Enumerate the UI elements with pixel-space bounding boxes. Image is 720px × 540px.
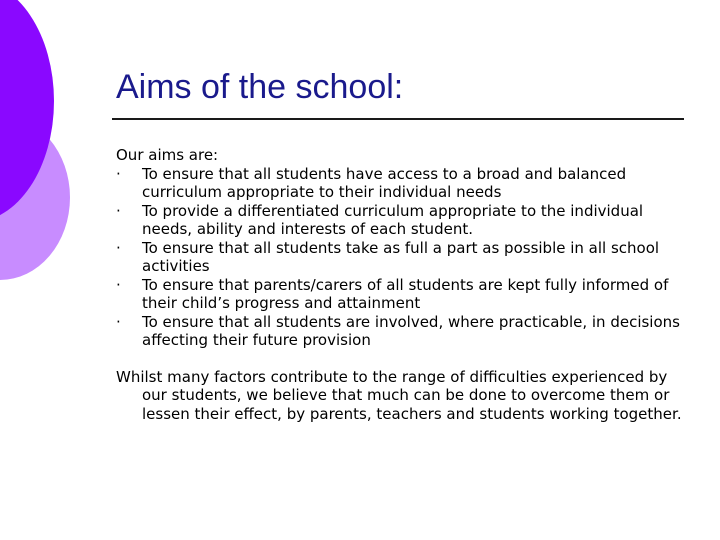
aim-text: To ensure that all students take as full a part as possible in all school activities <box>142 238 660 275</box>
bullet-icon: · <box>116 238 121 257</box>
bullet-icon: · <box>116 164 121 183</box>
slide-title: Aims of the school: <box>116 68 404 106</box>
aim-item <box>116 276 686 313</box>
slide-body <box>116 146 686 423</box>
aim-item <box>116 202 686 239</box>
aim-text: To ensure that all students have access to a broad and balanced curriculum appropriate to their individual needs <box>142 164 627 201</box>
closing-paragraph: Whilst many factors contribute to the range of difficulties experienced by our students, we believe that much can be done to overcome them or lessen their effect, by parents, teachers and students working together. <box>116 367 682 423</box>
aims-intro: Our aims are: <box>116 146 219 164</box>
aim-text: To ensure that parents/carers of all students are kept fully informed of their child’s progress and attainment <box>142 275 669 312</box>
title-divider <box>112 118 684 120</box>
aim-text: To ensure that all students are involved, where practicable, in decisions affecting their future provision <box>142 312 680 349</box>
aims-list <box>116 165 686 350</box>
bullet-icon: · <box>116 201 121 220</box>
aim-item <box>116 239 686 276</box>
aim-item <box>116 313 686 350</box>
aim-item <box>116 165 686 202</box>
bullet-icon: · <box>116 275 121 294</box>
aim-text: To provide a differentiated curriculum appropriate to the individual needs, ability and interests of each student. <box>142 201 644 238</box>
bullet-icon: · <box>116 312 121 331</box>
